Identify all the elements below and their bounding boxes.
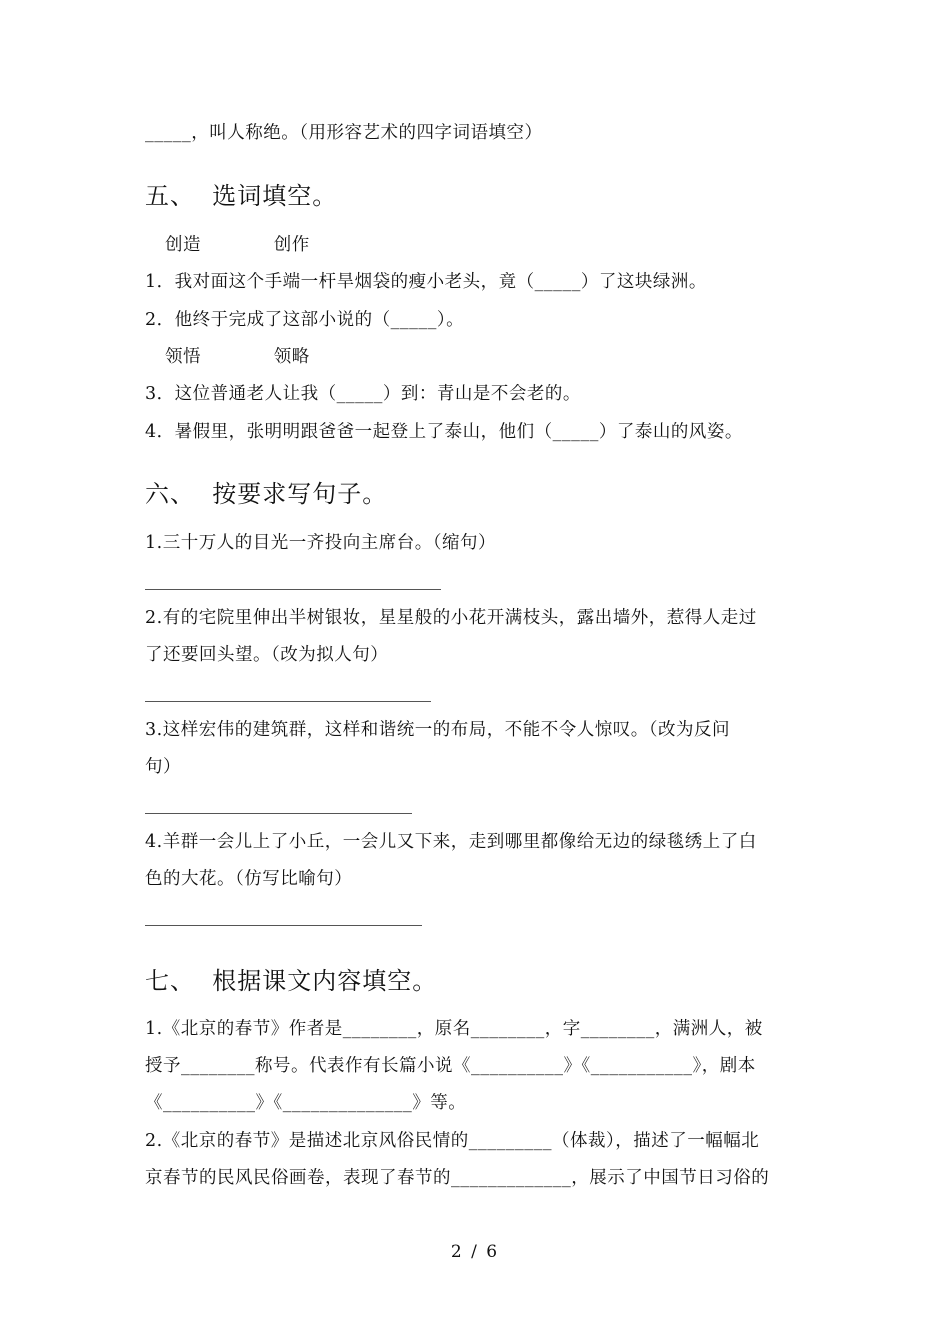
answer-line	[145, 813, 412, 814]
question-7-1-line2: 授予________称号。代表作有长篇小说《__________》《___________》，剧本	[145, 1056, 756, 1076]
question-6-4-line2: 色的大花。（仿写比喻句）	[145, 869, 353, 889]
page-number: 2 / 6	[450, 1242, 500, 1262]
question-7-2-line1: 2.《北京的春节》是描述北京风俗民情的_________（体裁），描述了一幅幅北	[145, 1131, 760, 1151]
question-6-4-line1: 4.羊群一会儿上了小丘，一会儿又下来，走到哪里都像给无边的绿毯绣上了白	[145, 832, 757, 852]
answer-line	[145, 925, 422, 926]
question-7-1-line1: 1.《北京的春节》作者是________，原名________，字________，满洲人，被	[145, 1019, 763, 1039]
question-7-1-line3: 《__________》《______________》等。	[145, 1093, 467, 1113]
question-5-3: 3．这位普通老人让我（_____）到：青山是不会老的。	[145, 384, 581, 404]
question-6-2-line2: 了还要回头望。（改为拟人句）	[145, 645, 389, 665]
answer-line	[145, 589, 441, 590]
word-choices-1: 创造 创作	[165, 235, 310, 255]
question-6-3-line2: 句）	[145, 757, 181, 777]
section-6-heading: 六、 按要求写句子。	[145, 480, 388, 508]
question-5-2: 2．他终于完成了这部小说的（_____）。	[145, 310, 465, 330]
question-7-2-line2: 京春节的民风民俗画卷，表现了春节的_____________，展示了中国节日习俗的	[145, 1168, 770, 1188]
word-choices-2: 领悟 领略	[165, 347, 310, 367]
continued-line: _____，叫人称绝。（用形容艺术的四字词语填空）	[145, 123, 543, 143]
question-5-1: 1．我对面这个手端一杆旱烟袋的瘦小老头，竟（_____）了这块绿洲。	[145, 272, 707, 292]
question-6-1: 1.三十万人的目光一齐投向主席台。（缩句）	[145, 533, 496, 553]
section-5-heading: 五、 选词填空。	[145, 182, 338, 210]
question-6-2-line1: 2.有的宅院里伸出半树银妆，星星般的小花开满枝头，露出墙外，惹得人走过	[145, 608, 757, 628]
question-5-4: 4．暑假里，张明明跟爸爸一起登上了泰山，他们（_____）了泰山的风姿。	[145, 422, 743, 442]
section-7-heading: 七、 根据课文内容填空。	[145, 967, 438, 995]
answer-line	[145, 701, 431, 702]
question-6-3-line1: 3.这样宏伟的建筑群，这样和谐统一的布局，不能不令人惊叹。（改为反问	[145, 720, 730, 740]
